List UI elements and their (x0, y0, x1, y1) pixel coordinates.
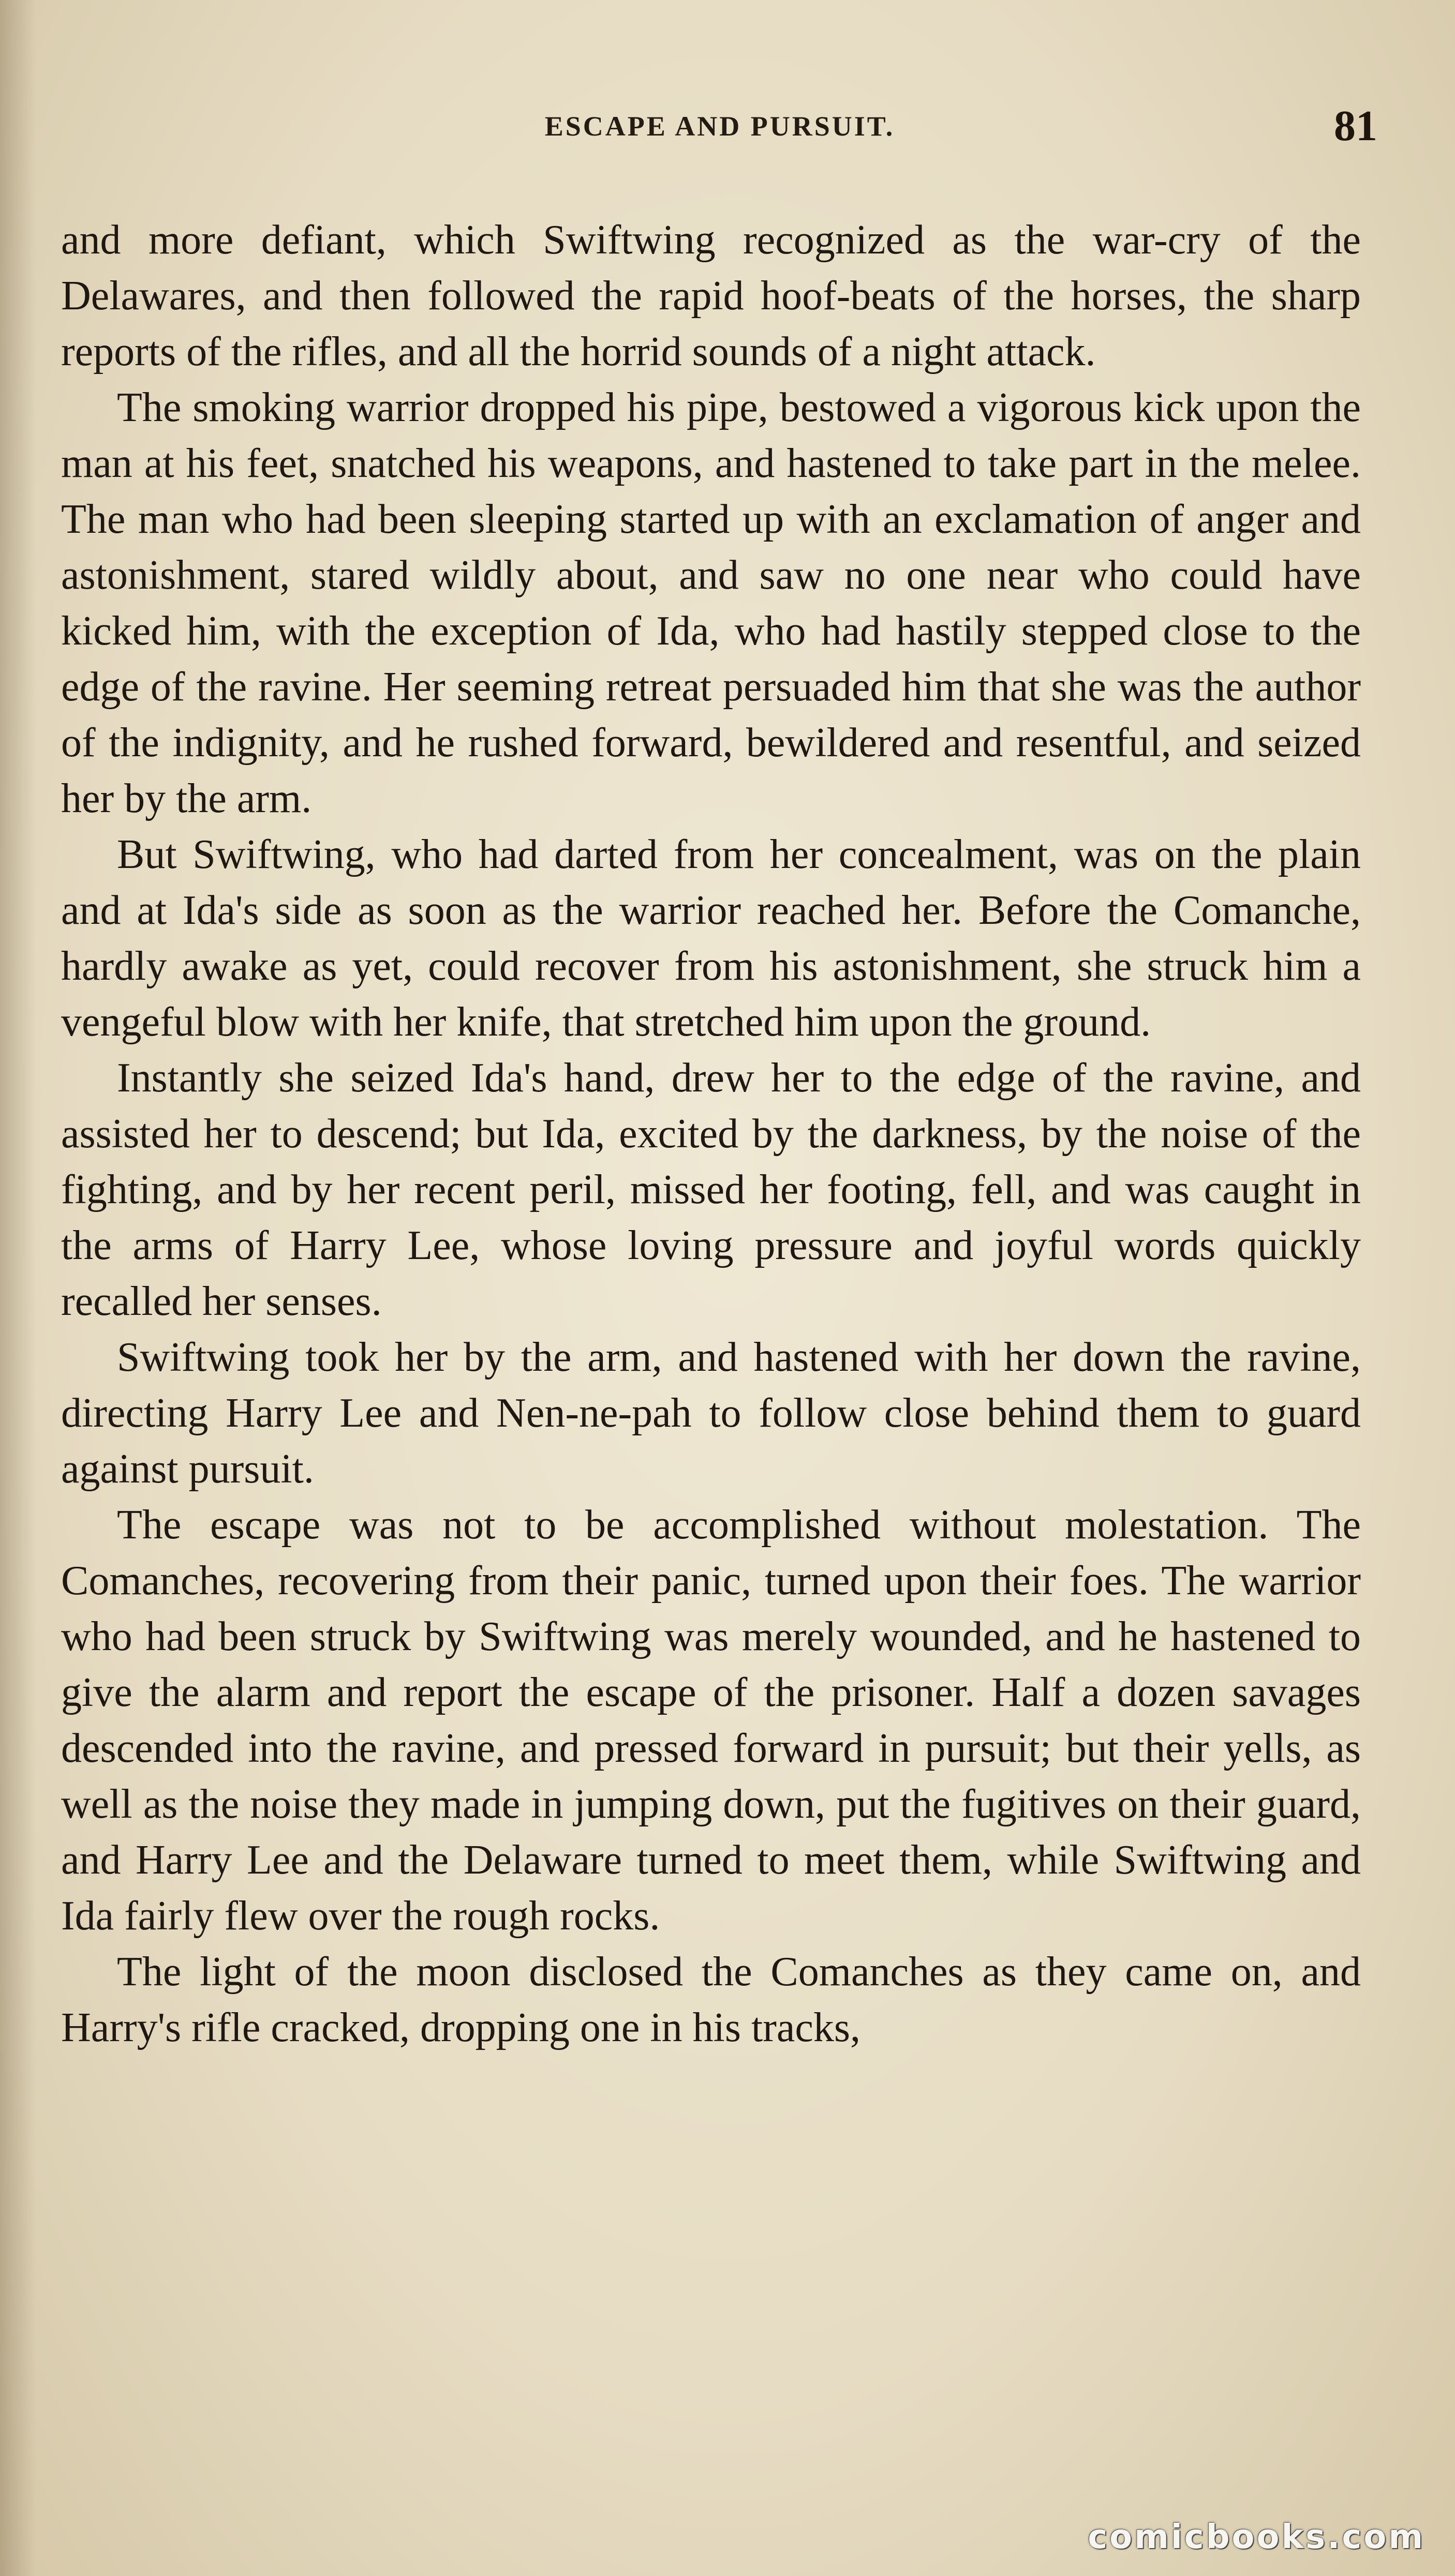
paragraph-2: The smoking warrior dropped his pipe, bestowed a vigorous kick upon the man at his feet, snatched his weapons, and hastened to take part in the melee. The man who had been sleeping started up with an exclamation of anger and astonishment, stared wildly about, and saw no one near who could have kicked him, with the exception of Ida, who had hastily stepped close to the edge of the ravine. Her seeming retreat persuaded him that she was the author of the indignity, and he rushed forward, bewildered and resentful, and seized her by the arm. (61, 385, 1361, 821)
site-watermark: comicbooks.com (1088, 2518, 1425, 2556)
running-head (62, 101, 1377, 158)
paragraph-5: Swiftwing took her by the arm, and hastened with her down the ravine, directing Harry Lee and Nen-ne-pah to follow close behind them to guard against pursuit. (61, 1335, 1361, 1492)
spine-shadow (0, 0, 36, 2576)
paragraph-4: Instantly she seized Ida's hand, drew her to the edge of the ravine, and assisted her to descend; but Ida, excited by the darkness, by the noise of the fighting, and by her recent peril, missed her footing, fell, and was caught in the arms of Harry Lee, whose loving pressure and joyful words quickly recalled her senses. (61, 1055, 1361, 1324)
paragraph-1: and more defiant, which Swiftwing recognized as the war-cry of the Delawares, and then followed the rapid hoof-beats of the horses, the sharp reports of the rifles, and all the horrid sounds of a night attack. (61, 217, 1361, 375)
body-text (61, 212, 1361, 2056)
paragraph-6: The escape was not to be accomplished without molestation. The Comanches, recovering from their panic, turned upon their foes. The warrior who had been struck by Swiftwing was merely wounded, and he hastened to give the alarm and report the escape of the prisoner. Half a dozen savages descended into the ravine, and pressed forward in pursuit; but their yells, as well as the noise they made in jumping down, put the fugitives on their guard, and Harry Lee and the Delaware turned to meet them, while Swiftwing and Ida fairly flew over the rough rocks. (61, 1502, 1361, 1939)
paragraph-7: The light of the moon disclosed the Comanches as they came on, and Harry's rifle cracked, dropping one in his tracks, (61, 1949, 1361, 2050)
running-title: ESCAPE AND PURSUIT. (544, 111, 895, 142)
paragraph-3: But Swiftwing, who had darted from her concealment, was on the plain and at Ida's side as soon as the warrior reached her. Before the Comanche, hardly awake as yet, could recover from his astonishment, she struck him a vengeful blow with her knife, that stretched him upon the ground. (61, 832, 1361, 1045)
page-number: 81 (1334, 102, 1377, 150)
